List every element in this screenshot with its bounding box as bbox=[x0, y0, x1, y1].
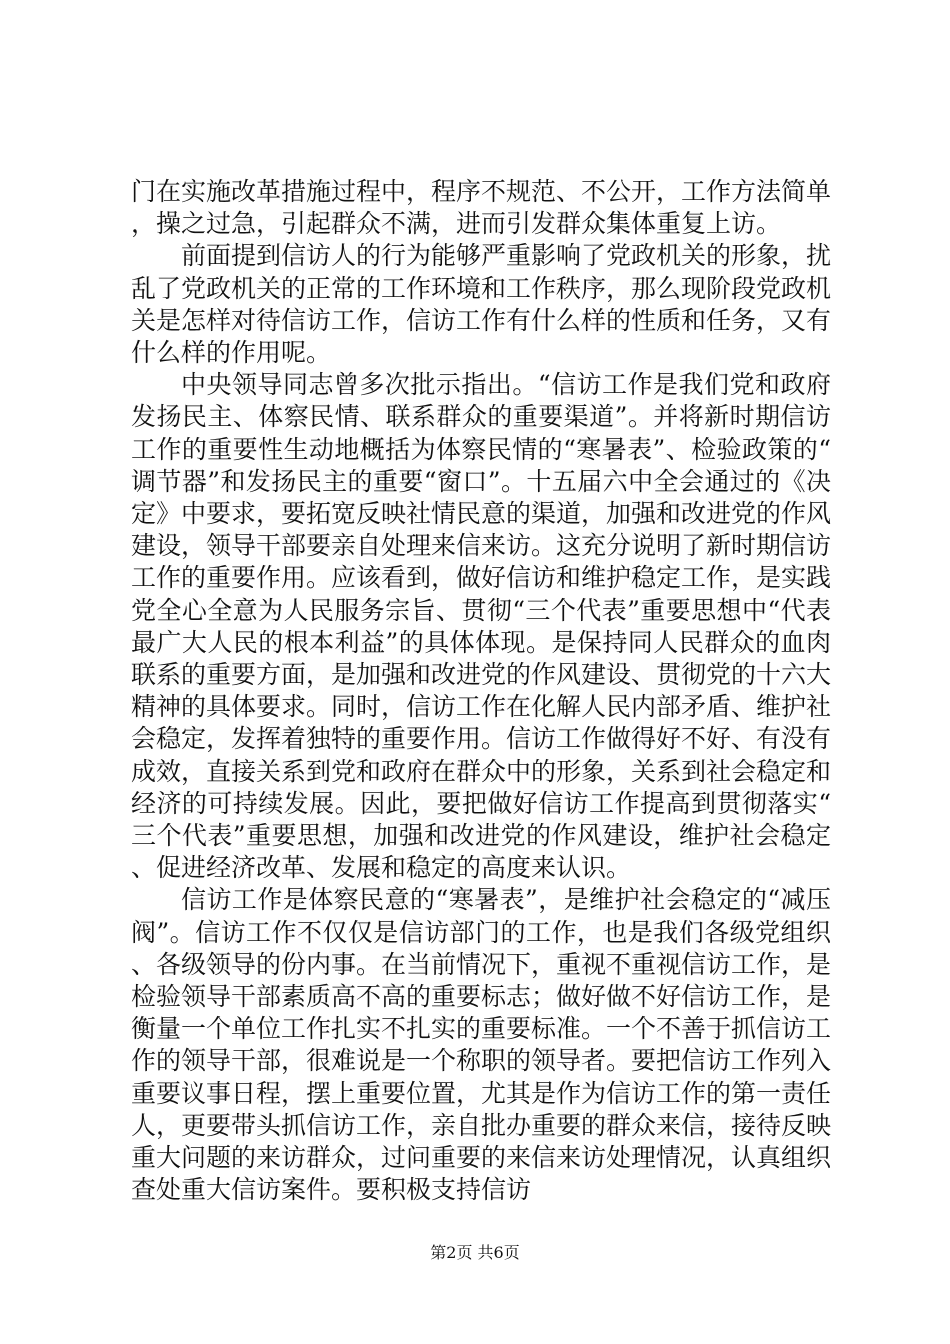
paragraph-central-leadership: 中央领导同志曾多次批示指出。“信访工作是我们党和政府发扬民主、体察民情、联系群众的重要渠道”。并将新时期信访工作的重要性生动地概括为体察民情的“寒暑表”、检验政策的“调节器”和发扬民主的重要“窗口”。十五届六中全会通过的《决定》中要求，要拓宽反映社情民意的渠道，加强和改进党的作风建设，领导干部要亲自处理来信来访。这充分说明了新时期信访工作的重要作用。应该看到，做好信访和维护稳定工作，是实践党全心全意为人民服务宗旨、贯彻“三个代表”重要思想中“代表最广大人民的根本利益”的具体体现。是保持同人民群众的血肉联系的重要方面，是加强和改进党的作风建设、贯彻党的十六大精神的具体要求。同时，信访工作在化解人民内部矛盾、维护社会稳定，发挥着独特的重要作用。信访工作做得好不好、有没有成效，直接关系到党和政府在群众中的形象，关系到社会稳定和经济的可持续发展。因此，要把做好信访工作提高到贯彻落实“三个代表”重要思想，加强和改进党的作风建设，维护社会稳定、促进经济改革、发展和稳定的高度来认识。 bbox=[131, 370, 832, 883]
paragraph-question: 前面提到信访人的行为能够严重影响了党政机关的形象，扰乱了党政机关的正常的工作环境和工作秩序，那么现阶段党政机关是怎样对待信访工作，信访工作有什么样的性质和任务，又有什么样的作用呢。 bbox=[131, 241, 832, 368]
paragraph-barometer: 信访工作是体察民意的“寒暑表”，是维护社会稳定的“减压阀”。信访工作不仅仅是信访部门的工作，也是我们各级党组织、各级领导的份内事。在当前情况下，重视不重视信访工作，是检验领导干部素质高不高的重要标志；做好做不好信访工作，是衡量一个单位工作扎实不扎实的重要标准。一个不善于抓信访工作的领导干部，很难说是一个称职的领导者。要把信访工作列入重要议事日程，摆上重要位置，尤其是作为信访工作的第一责任人，更要带头抓信访工作，亲自批办重要的群众来信，接待反映重大问题的来访群众，过问重要的来信来访处理情况，认真组织查处重大信访案件。要积极支持信访 bbox=[131, 885, 832, 1205]
page-footer: 第2页 共6页 bbox=[430, 1243, 520, 1262]
document-body bbox=[131, 176, 831, 1207]
paragraph-continuation: 门在实施改革措施过程中，程序不规范、不公开，工作方法简单，操之过急，引起群众不满，进而引发群众集体重复上访。 bbox=[131, 177, 832, 239]
